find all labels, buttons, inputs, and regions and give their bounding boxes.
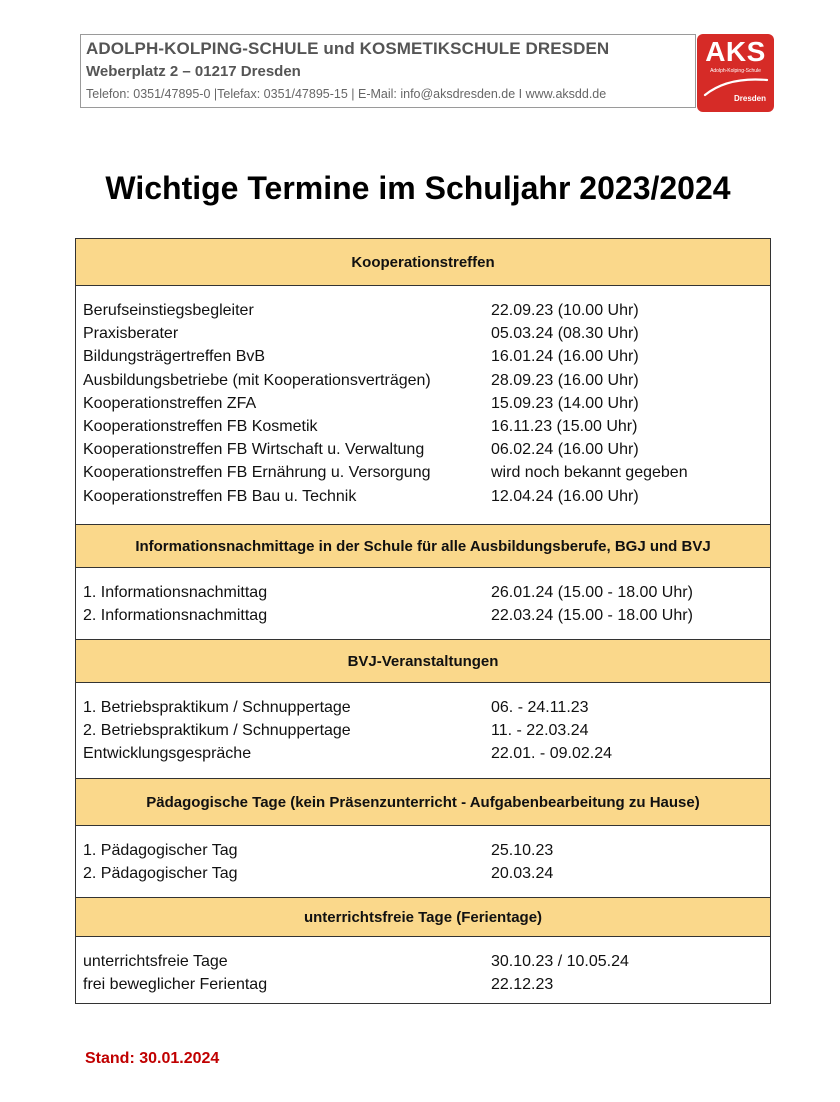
- table-row: [76, 742, 770, 765]
- table-row: [76, 485, 770, 508]
- row-date: 06. - 24.11.23: [491, 699, 589, 716]
- logo-city: Dresden: [733, 94, 766, 103]
- table-row: [76, 973, 770, 996]
- table-row: [76, 862, 770, 885]
- table-row: [76, 415, 770, 438]
- row-date: 15.09.23 (14.00 Uhr): [491, 394, 639, 412]
- school-name: ADOLPH-KOLPING-SCHULE und KOSMETIKSCHULE DRESDEN: [86, 39, 610, 58]
- section-body: [76, 286, 770, 525]
- section-heading: BVJ-Veranstaltungen: [76, 640, 770, 683]
- row-label: 2. Informationsnachmittag: [83, 607, 268, 625]
- page-title: Wichtige Termine im Schuljahr 2023/2024: [105, 170, 731, 206]
- section-body: [76, 568, 770, 640]
- row-label: Kooperationstreffen FB Ernährung u. Versorgung: [83, 464, 431, 482]
- row-label: 2. Betriebspraktikum / Schnuppertage: [83, 722, 351, 740]
- table-row: [76, 392, 770, 415]
- table-row: [76, 345, 770, 368]
- row-date: 11. - 22.03.24: [491, 722, 589, 740]
- row-date: 06.02.24 (16.00 Uhr): [491, 441, 639, 459]
- row-date: 22.12.23: [491, 976, 554, 994]
- school-contact: Telefon: 0351/47895-0 |Telefax: 0351/47895-15 | E-Mail: info@aksdresden.de I www.aksdd.de: [86, 87, 607, 101]
- row-label: Ausbildungsbetriebe (mit Kooperationsverträgen): [83, 371, 431, 389]
- logo-text: AKS: [705, 36, 766, 67]
- table-row: [76, 604, 770, 627]
- section-heading: Informationsnachmittage in der Schule für alle Ausbildungsberufe, BGJ und BVJ: [76, 525, 770, 568]
- section-heading: Kooperationstreffen: [76, 239, 770, 286]
- row-date: 16.01.24 (16.00 Uhr): [491, 348, 639, 366]
- row-label: frei beweglicher Ferientag: [83, 976, 268, 994]
- row-label: Kooperationstreffen FB Wirtschaft u. Verwaltung: [83, 441, 425, 459]
- table-row: [76, 696, 770, 719]
- row-label: unterrichtsfreie Tage: [83, 953, 228, 970]
- table-row: [76, 581, 770, 604]
- table-row: [76, 839, 770, 862]
- row-label: Berufseinstiegsbegleiter: [83, 302, 254, 319]
- row-label: 1. Pädagogischer Tag: [83, 842, 238, 859]
- table-row: [76, 461, 770, 484]
- logo-subtitle: Adolph-Kolping-Schule: [710, 68, 761, 74]
- row-label: Entwicklungsgespräche: [83, 745, 252, 763]
- table-row: [76, 322, 770, 345]
- table-row: [76, 438, 770, 461]
- row-date: 22.01. - 09.02.24: [491, 745, 612, 763]
- row-label: Praxisberater: [83, 325, 179, 343]
- row-label: 1. Betriebspraktikum / Schnuppertage: [83, 699, 351, 716]
- row-date: 22.09.23 (10.00 Uhr): [491, 302, 639, 319]
- row-label: Kooperationstreffen ZFA: [83, 394, 257, 412]
- row-label: Kooperationstreffen FB Bau u. Technik: [83, 487, 357, 505]
- row-date: 16.11.23 (15.00 Uhr): [491, 417, 638, 435]
- section-heading: Pädagogische Tage (kein Präsenzunterricht - Aufgabenbearbeitung zu Hause): [76, 779, 770, 826]
- stand-date: Stand: 30.01.2024: [85, 1050, 220, 1067]
- row-date: wird noch bekannt gegeben: [491, 464, 688, 482]
- section-body: [76, 826, 770, 898]
- section-body: [76, 937, 770, 1003]
- row-label: Kooperationstreffen FB Kosmetik: [83, 417, 318, 435]
- table-row: [76, 369, 770, 392]
- row-date: 28.09.23 (16.00 Uhr): [491, 371, 639, 389]
- row-date: 25.10.23: [491, 842, 554, 859]
- row-date: 12.04.24 (16.00 Uhr): [491, 487, 639, 505]
- row-date: 26.01.24 (15.00 - 18.00 Uhr): [491, 584, 693, 601]
- row-date: 30.10.23 / 10.05.24: [491, 953, 629, 970]
- section-heading: unterrichtsfreie Tage (Ferientage): [76, 898, 770, 937]
- letterhead: [80, 34, 696, 108]
- schedule-table: [75, 238, 771, 1004]
- row-label: 1. Informationsnachmittag: [83, 584, 268, 601]
- school-address: Weberplatz 2 – 01217 Dresden: [86, 63, 301, 80]
- row-label: 2. Pädagogischer Tag: [83, 865, 238, 883]
- row-label: Bildungsträgertreffen BvB: [83, 348, 266, 366]
- row-date: 05.03.24 (08.30 Uhr): [491, 325, 639, 343]
- aks-logo: [697, 34, 774, 112]
- table-row: [76, 719, 770, 742]
- row-date: 20.03.24: [491, 865, 554, 883]
- table-row: [76, 299, 770, 322]
- section-body: [76, 683, 770, 779]
- table-row: [76, 950, 770, 973]
- row-date: 22.03.24 (15.00 - 18.00 Uhr): [491, 607, 693, 625]
